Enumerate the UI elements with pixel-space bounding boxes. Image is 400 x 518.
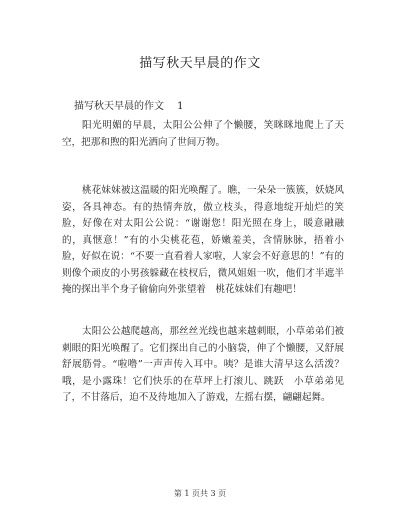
paragraph-1: 阳光明媚的早晨，太阳公公伸了个懒腰，笑眯眯地爬上了天空，把那和煦的阳光洒向了世间万物。 [62,120,344,148]
page-footer: 第 1 页共 3 页 [173,489,227,498]
document-subtitle: 描写秋天早晨的作文 1 [74,101,184,112]
document-title: 描写秋天早晨的作文 [139,56,261,71]
paragraph-3: 太阳公公越爬越高，那丝丝光线也越来越刺眼，小草弟弟们被刺眼的阳光唤醒了。它们探出自己的小脑袋，伸了个懒腰，又舒展舒展筋骨。“啦噜”一声声传入耳中。咦？是谁大清早这么活泼？哦，是小露珠！它们快乐的在草坪上打滚儿、跳跃 小草弟弟见了，不甘落后，迫不及待地加入了游戏，左摇右摆，翩翩起舞。 [62,326,344,403]
paragraph-2: 桃花妹妹被这温暖的阳光唤醒了。瞧，一朵朵一簇簇，妖娆风姿，各具神态。有的热情奔放，傲立枝头，得意地绽开灿烂的笑脸，好像在对太阳公公说：“谢谢您！阳光照在身上，暖意融融的，真惬意！”有的小尖桃花苞，娇嫩羞美，含情脉脉，捂着小脸，好似在说：“不要一直看着人家啦，人家会不好意思的！”有的则像个顽皮的小男孩躲藏在枝杈后，微风姐姐一吹，他们才半遮半掩的探出半个身子偷偷向外张望着 桃花妹妹们有趣吧！ [62,185,344,295]
